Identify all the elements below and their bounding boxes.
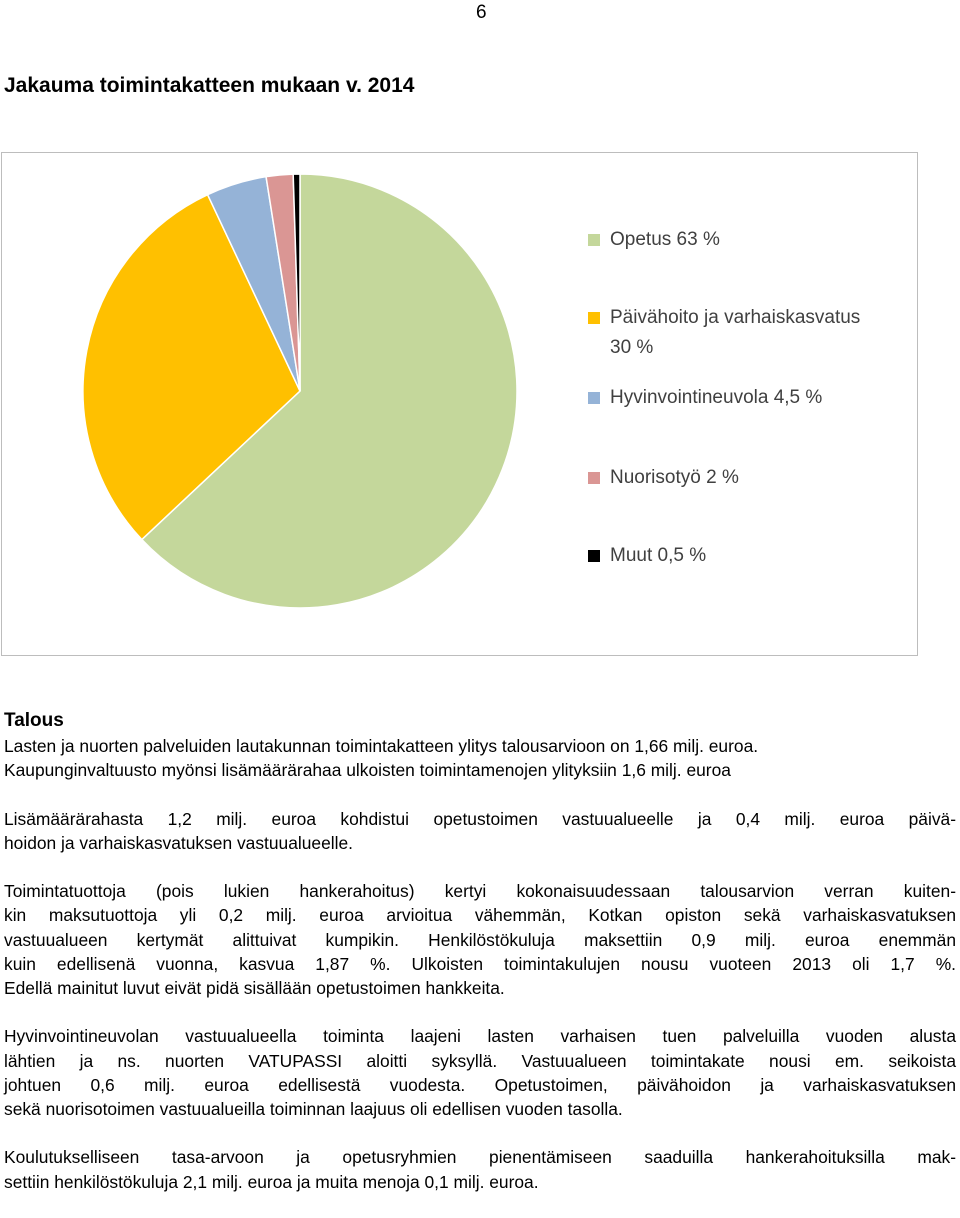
legend-swatch-3 — [588, 472, 600, 484]
talous-paragraph-3 — [4, 1024, 956, 1121]
talous-paragraph-0-line-0: Lasten ja nuorten palveluiden lautakunnan toimintakatteen ylitys talousarvioon on 1,66 milj. euroa. — [4, 736, 759, 756]
talous-paragraph-4-line-1: settiin henkilöstökuluja 2,1 milj. euroa ja muita menoja 0,1 milj. euroa. — [4, 1171, 539, 1192]
legend-swatch-1 — [588, 312, 600, 324]
talous-paragraph-1-line-1: hoidon ja varhaiskasvatuksen vastuualueelle. — [4, 832, 354, 853]
talous-paragraph-2-line-4: Edellä mainitut luvut eivät pidä sisällään opetustoimen hankkeita. — [4, 978, 505, 998]
talous-paragraph-2-line-2: vastuualueen kertymät alittuivat kumpikin. Henkilöstökuluja maksettiin 0,9 milj. euroa enemmän — [4, 929, 956, 950]
talous-paragraph-4-line-0: Koulutukselliseen tasa-arvoon ja opetusryhmien pienentämiseen saaduilla hankerahoituksilla mak- — [4, 1147, 956, 1168]
talous-paragraph-1 — [4, 807, 956, 855]
talous-paragraph-1-line-0: Lisämäärärahasta 1,2 milj. euroa kohdistui opetustoimen vastuualueelle ja 0,4 milj. euroa päivä- — [4, 808, 956, 829]
legend-item-1 — [588, 303, 860, 363]
legend-label-1-line-1: 30 % — [610, 337, 654, 358]
legend-label-3-line-0: Nuorisotyö 2 % — [610, 467, 739, 488]
legend-swatch-4 — [588, 550, 600, 562]
legend-swatch-0 — [588, 234, 600, 246]
talous-paragraph-3-line-3: sekä nuorisotoimen vastuualueilla toiminnan laajuus oli edellisen vuoden tasolla. — [4, 1099, 623, 1119]
legend-item-2 — [588, 383, 822, 413]
section-title: Jakauma toimintakatteen mukaan v. 2014 — [4, 74, 415, 97]
pie-chart-plot — [2, 153, 562, 655]
legend-item-3 — [588, 463, 739, 493]
legend-label-1-line-0: Päivähoito ja varhaiskasvatus — [610, 307, 861, 328]
legend-swatch-2 — [588, 392, 600, 404]
talous-paragraphs — [4, 734, 956, 1194]
talous-paragraph-3-line-1: lähtien ja ns. nuorten VATUPASSI aloitti syksyllä. Vastuualueen toimintakate nousi em. seikoista — [4, 1050, 956, 1071]
legend-item-0 — [588, 225, 720, 255]
talous-heading: Talous — [4, 710, 64, 731]
talous-paragraph-0 — [4, 734, 956, 782]
page-number: 6 — [476, 2, 487, 23]
talous-paragraph-2 — [4, 879, 956, 1000]
legend-item-4 — [588, 541, 706, 571]
talous-section — [4, 708, 956, 1218]
talous-paragraph-4 — [4, 1145, 956, 1193]
legend-label-2-line-0: Hyvinvointineuvola 4,5 % — [610, 387, 823, 408]
talous-paragraph-3-line-0: Hyvinvointineuvolan vastuualueella toiminta laajeni lasten varhaisen tuen palveluilla vuoden alusta — [4, 1026, 956, 1047]
talous-paragraph-3-line-2: johtuen 0,6 milj. euroa edellisestä vuodesta. Opetustoimen, päivähoidon ja varhaiskasvatuksen — [4, 1074, 956, 1095]
pie-chart — [1, 152, 918, 656]
legend-label-0-line-0: Opetus 63 % — [610, 229, 720, 250]
legend-label-4-line-0: Muut 0,5 % — [610, 545, 707, 566]
talous-paragraph-2-line-0: Toimintatuottoja (pois lukien hankerahoitus) kertyi kokonaisuudessaan talousarvion verran kuiten- — [4, 881, 956, 902]
talous-paragraph-2-line-1: kin maksutuottoja yli 0,2 milj. euroa arvioitua vähemmän, Kotkan opiston sekä varhaiskasvatuksen — [4, 905, 956, 926]
talous-paragraph-0-line-1: Kaupunginvaltuusto myönsi lisämäärärahaa ulkoisten toimintamenojen ylityksiin 1,6 milj. euroa — [4, 760, 731, 781]
talous-paragraph-2-line-3: kuin edellisenä vuonna, kasvua 1,87 %. Ulkoisten toimintakulujen nousu vuoteen 2013 oli 1,7 %. — [4, 953, 956, 974]
